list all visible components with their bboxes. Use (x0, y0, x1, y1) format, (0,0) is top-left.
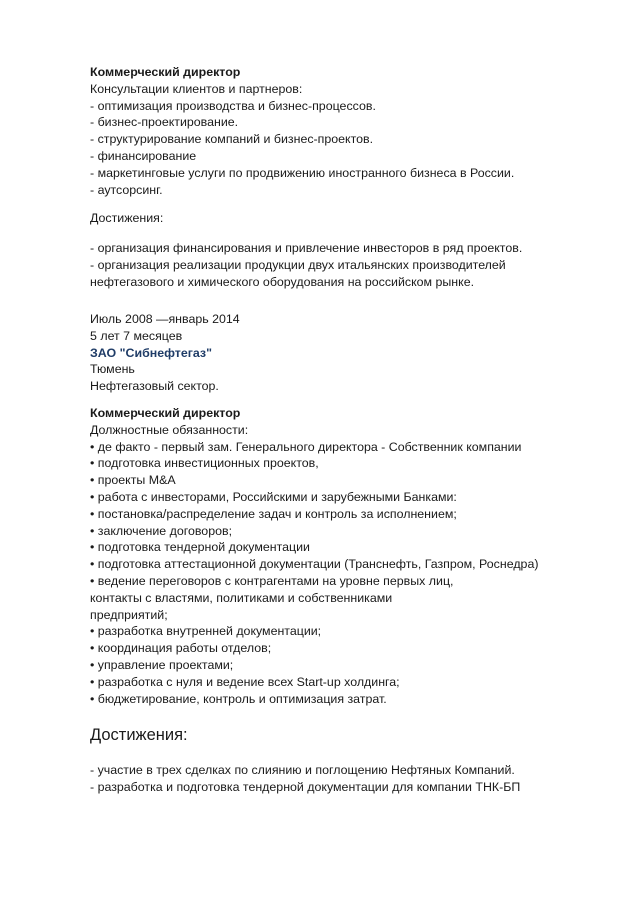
duty-item: • заключение договоров; (90, 523, 233, 538)
duty-item: • проекты M&A (90, 473, 176, 488)
job2-period: Июль 2008 —январь 2014 (90, 312, 240, 326)
duty-item: • подготовка инвестиционных проектов, (90, 456, 319, 471)
job2-achievements (90, 762, 610, 796)
duty-item: • постановка/распределение задач и контроль за исполнением; (90, 506, 457, 521)
job2-duration: 5 лет 7 месяцев (90, 328, 183, 343)
duty-item: • ведение переговоров с контрагентами на уровне первых лиц, (90, 573, 454, 588)
achievement-item: - организация реализации продукции двух итальянских производителей (90, 257, 506, 272)
achievement-item: - организация финансирования и привлечение инвесторов в ряд проектов. (90, 241, 523, 255)
duty-item: • работа с инвесторами, Российскими и зарубежными Банками: (90, 489, 457, 504)
job1-line: - маркетинговые услуги по продвижению иностранного бизнеса в России. (90, 165, 515, 180)
job2-sector: Нефтегазовый сектор. (90, 379, 219, 394)
job1-achievements-label-block (90, 210, 610, 227)
job2-city: Тюмень (90, 362, 135, 377)
duty-item: предприятий; (90, 607, 168, 622)
job2-title: Коммерческий директор (90, 406, 241, 420)
duty-item: • де факто - первый зам. Генерального директора - Собственник компании (90, 439, 522, 454)
duty-item: • бюджетирование, контроль и оптимизация затрат. (90, 691, 387, 706)
job1-line: - структурирование компаний и бизнес-проектов. (90, 132, 374, 147)
duty-item: • подготовка тендерной документации (90, 540, 310, 555)
achievement-item: - разработка и подготовка тендерной документации для компании ТНК-БП (90, 779, 521, 794)
duty-item: • управление проектами; (90, 657, 234, 672)
duty-item: контакты с властями, политиками и собственниками (90, 590, 393, 605)
achievement-item: нефтегазового и химического оборудования на российском рынке. (90, 274, 475, 289)
duty-item: • подготовка аттестационной документации (Транснефть, Газпром, Роснедра) (90, 557, 539, 572)
job1-title: Коммерческий директор (90, 65, 241, 79)
job2-duties-label: Должностные обязанности: (90, 422, 249, 437)
job2-duties-section (90, 405, 610, 707)
job2-header (90, 311, 610, 395)
duty-item: • разработка с нуля и ведение всех Start-up холдинга; (90, 674, 400, 689)
duty-item: • разработка внутренней документации; (90, 624, 322, 639)
job2-company: ЗАО "Сибнефтегаз" (90, 345, 212, 360)
job1-line: - бизнес-проектирование. (90, 115, 239, 130)
job2-achievements-label-block (90, 725, 610, 745)
achievement-item: - участие в трех сделках по слиянию и поглощению Нефтяных Компаний. (90, 763, 515, 777)
job1-line: - оптимизация производства и бизнес-процессов. (90, 98, 376, 113)
job1-line: - аутсорсинг. (90, 182, 163, 197)
job1-line: Консультации клиентов и партнеров: (90, 81, 303, 96)
job1-section (90, 64, 610, 198)
job1-achievements (90, 240, 610, 290)
duty-item: • координация работы отделов; (90, 641, 272, 656)
job2-achievements-heading: Достижения: (90, 726, 188, 744)
job1-achievements-label: Достижения: (90, 211, 164, 225)
job1-line: - финансирование (90, 148, 197, 163)
